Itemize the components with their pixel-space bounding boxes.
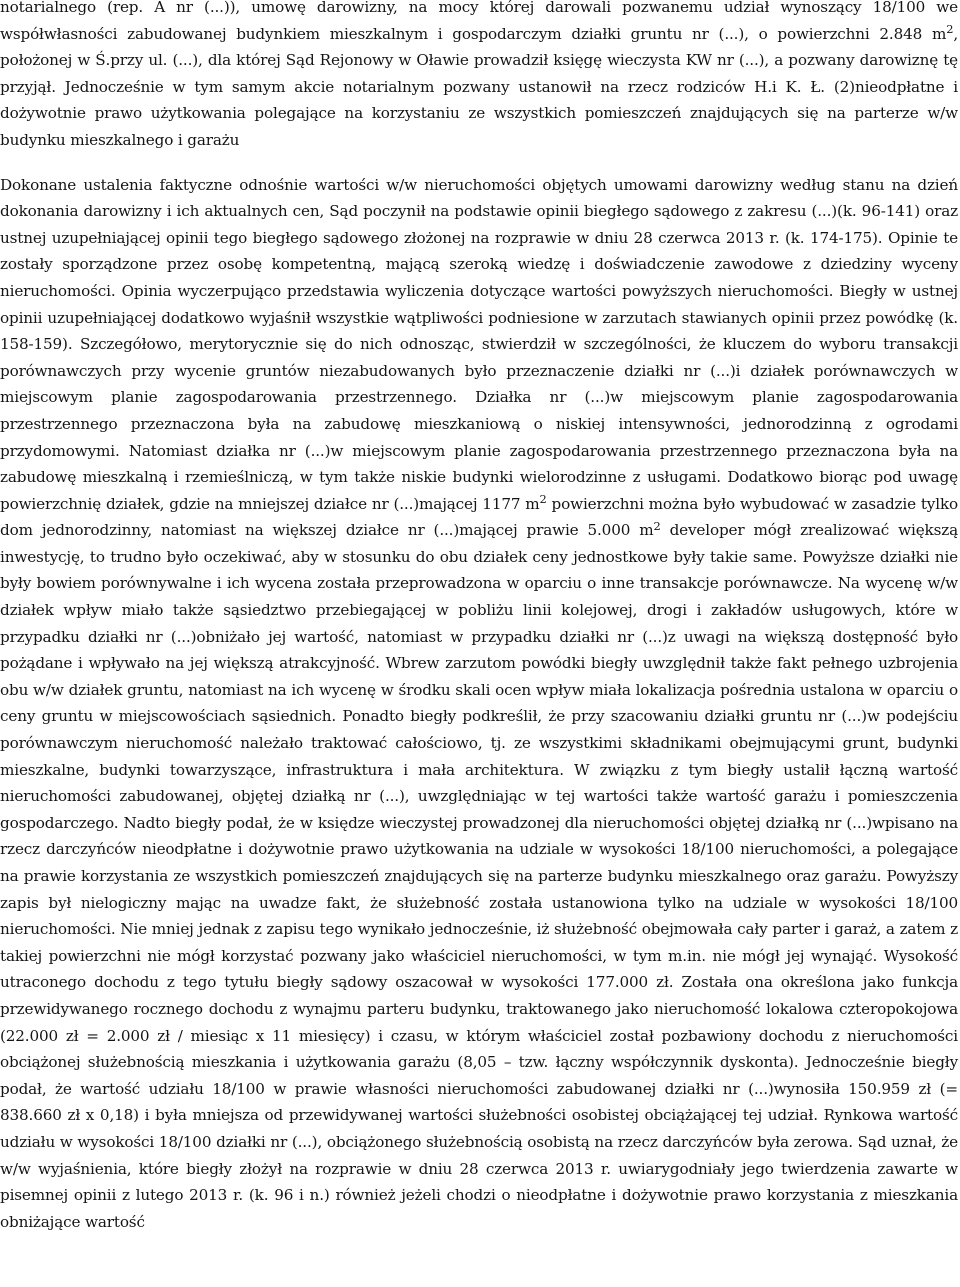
paragraph-2-text-c: developer mógł zrealizować większą inwestycję, to trudno było oczekiwać, aby w stosunku do obu działek ceny jednostkowe były takie same. Powyższe działki nie były bowiem porównywalne i ich wycena została przeprowadzona w oparciu o inne transakcje porównawcze. Na wycenę w/w działek wpływ miało także sąsiedztwo przebiegającej w pobliżu linii kolejowej, drogi i zakładów usługowych, które w przypadku działki nr (...)obniżało jej wartość, natomiast w przypadku działki nr (...)z uwagi na większą dostępność było pożądane i wpływało na jej większą atrakcyjność. Wbrew zarzutom powódki biegły uwzględnił także fakt pełnego uzbrojenia obu w/w działek gruntu, natomiast na ich wycenę w środku skali ocen wpływ miała lokalizacja pośrednia ustalona w oparciu o ceny gruntu w miejscowościach sąsiednich. Ponadto biegły podkreślił, że przy szacowaniu działki gruntu nr (...)w podejściu porównawczym nieruchomość należało traktować całościowo, tj. ze wszystkimi składnikami obejmującymi grunt, budynki mieszkalne, budynki towarzyszące, infrastruktura i mała architektura. W związku z tym biegły ustalił łączną wartość nieruchomości zabudowanej, objętej działką nr (...), uwzględniając w tej wartości także wartość garażu i pomieszczenia gospodarczego. Nadto biegły podał, że w księdze wieczystej prowadzonej dla nieruchomości objętej działką nr (...)wpisano na rzecz darczyńców nieodpłatne i dożywotnie prawo użytkowania na udziale w wysokości 18/100 nieruchomości, a polegające na prawie korzystania ze wszystkich pomieszczeń znajdujących się na parterze budynku mieszkalnego oraz garażu. Powyższy zapis był nielogiczny mając na uwadze fakt, że służebność została ustanowiona tylko na udziale w wysokości 18/100 nieruchomości. Nie mniej jednak z zapisu tego wynikało jednocześnie, iż służebność obejmowała cały parter i garaż, a zatem z takiej powierzchni nie mógł korzystać pozwany jako właściciel nieruchomości, w tym m.in. nie mógł jej wynająć. Wysokość utraconego dochodu z tego tytułu biegły sądowy oszacował w wysokości 177.000 zł. Została ona określona jako funkcja przewidywanego rocznego dochodu z wynajmu parteru budynku, traktowanego jako nieruchomość lokalowa czteropokojowa (22.000 zł = 2.000 zł / miesiąc x 11 miesięcy) i czasu, w którym właściciel został pozbawiony dochodu z nieruchomości obciążonej służebnością mieszkania i użytkowania garażu (8,05 – tzw. łączny współczynnik dyskonta). Jednocześnie biegły podał, że wartość udziału 18/100 w prawie własności nieruchomości zabudowanej działki nr (...)wynosiła 150.959 zł (= 838.660 zł x 0,18) i była mniejsza od przewidywanej wartości służebności osobistej obciążającej tej udział. Rynkowa wartość udziału w wysokości 18/100 działki nr (...), obciążonego służebnością osobistą na rzecz darczyńców była zerowa. Sąd uznał, że w/w wyjaśnienia, które biegły złożył na rozprawie w dniu 28 czerwca 2013 r. uwiarygodniały jego twierdzenia zawarte w pisemnej opinii z lutego 2013 r. (k. 96 i n.) również jeżeli chodzi o nieodpłatne i dożywotnie prawo korzystania z mieszkania obniżające wartość (0, 521, 959, 1231)
paragraph-1-superscript: 2 (946, 21, 954, 36)
paragraph-donation-agreement (0, 0, 958, 154)
paragraph-1-text-b: , położonej w Ś.przy ul. (...), dla której Sąd Rejonowy w Oławie prowadził księgę wieczysta KW nr (...), a pozwany darowiznę tę przyjął. Jednocześnie w tym samym akcie notarialnym pozwany ustanowił na rzecz rodziców H.i K. Ł. (2)nieodpłatne i dożywotnie prawo użytkowania polegające na korzystaniu ze wszystkich pomieszczeń znajdujących się na parterze w/w budynku mieszkalnego i garażu (0, 24, 958, 149)
paragraph-2-superscript-a: 2 (539, 492, 547, 506)
paragraph-2-text-a: Dokonane ustalenia faktyczne odnośnie wartości w/w nieruchomości objętych umowami darowizny według stanu na dzień dokonania darowizny i ich aktualnych cen, Sąd poczynił na podstawie opinii biegłego sądowego z zakresu (...)(k. 96-141) oraz ustnej uzupełniającej opinii tego biegłego sądowego złożonej na rozprawie w dniu 28 czerwca 2013 r. (k. 174-175). Opinie te zostały sporządzone przez osobę kompetentną, mającą szeroką wiedzę i doświadczenie zawodowe z dziedziny wyceny nieruchomości. Opinia wyczerpująco przedstawia wyliczenia dotyczące wartości powyższych nieruchomości. Biegły w ustnej opinii uzupełniającej dodatkowo wyjaśnił wszystkie wątpliwości podniesione w zarzutach stawianych opinii przez powódkę (k. 158-159). Szczegółowo, merytorycznie się do nich odnosząc, stwierdził w szczególności, że kluczem do wyboru transakcji porównawczych przy wycenie gruntów niezabudowanych było przeznaczenie działki nr (...)i działek porównawczych w miejscowym planie zagospodarowania przestrzennego. Działka nr (...)w miejscowym planie zagospodarowania przestrzennego przeznaczona była na zabudowę mieszkaniową o niskiej intensywności, jednorodzinną z ogrodami przydomowymi. Natomiast działka nr (...)w miejscowym planie zagospodarowania przestrzennego przeznaczona była na zabudowę mieszkalną i rzemieślniczą, w tym także niskie budynki wielorodzinne z usługami. Dodatkowo biorąc pod uwagę powierzchnię działek, gdzie na mniejszej działce nr (...)mającej 1177 m (0, 175, 958, 513)
paragraph-2-text-b: powierzchni można było wybudować w zasadzie tylko dom jednorodzinny, natomiast na większej działce nr (...)mającej prawie 5.000 m (0, 494, 958, 540)
paragraph-1-text-a: notarialnego (rep. A nr (...)), umowę darowizny, na mocy której darowali pozwanemu udział wynoszący 18/100 we współwłasności zabudowanej budynkiem mieszkalnym i gospodarczym działki gruntu nr (...), o powierzchni 2.848 m (0, 0, 958, 43)
paragraph-valuation-findings (0, 172, 958, 1236)
paragraph-2-superscript-b: 2 (653, 518, 661, 533)
